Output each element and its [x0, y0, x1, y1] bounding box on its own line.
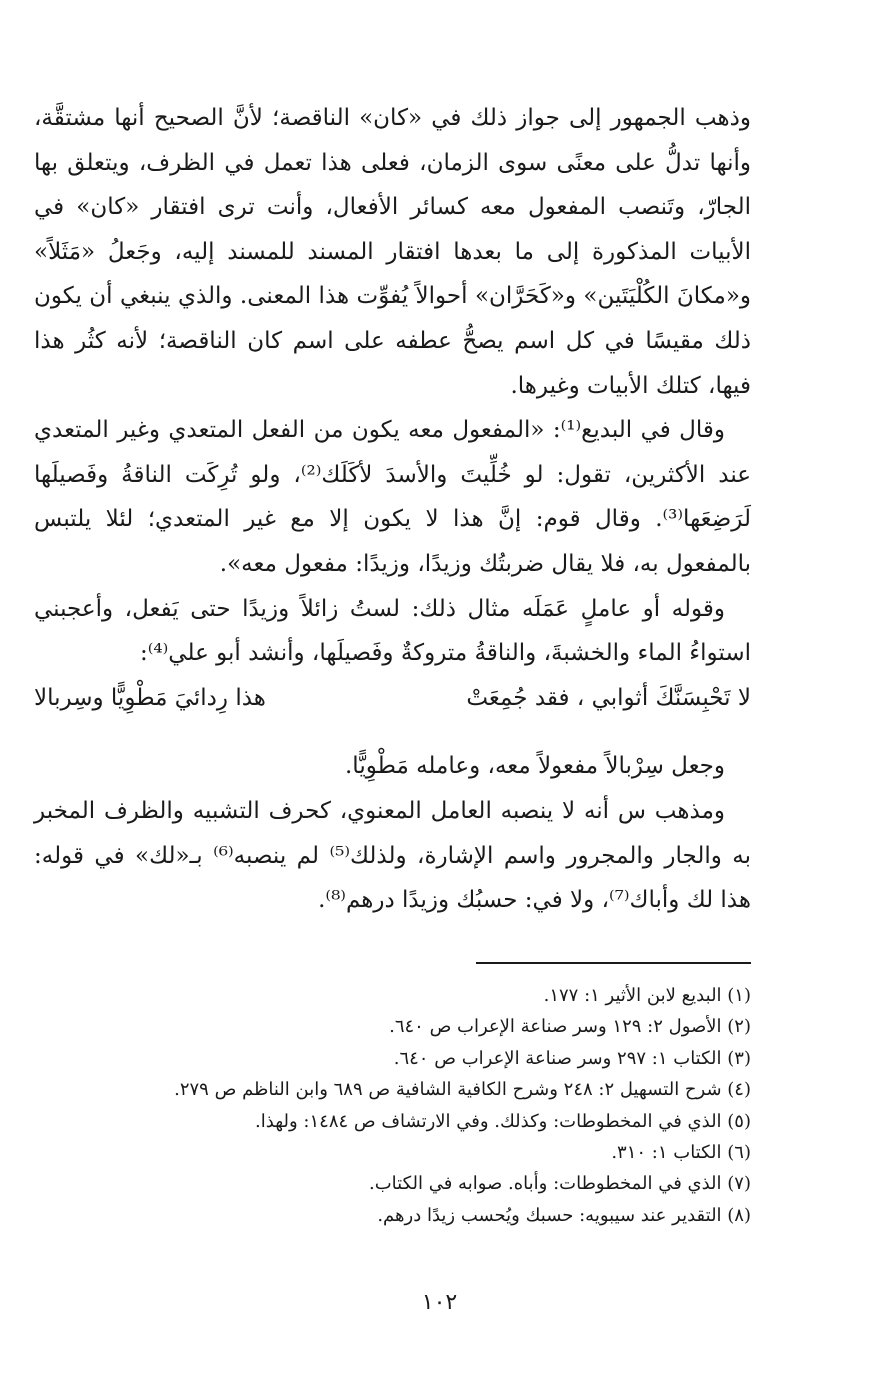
footnote-6: (٦) الكتاب ١: ٣١٠. [611, 1142, 751, 1164]
footnote-4: (٤) شرح التسهيل ٢: ٢٤٨ وشرح الكافية الشافية ص ٦٨٩ وابن الناظم ص ٢٧٩. [174, 1079, 751, 1101]
footnote-3: (٣) الكتاب ١: ٢٩٧ وسر صناعة الإعراب ص ٦٤٠. [393, 1047, 751, 1069]
footnotes [31, 980, 751, 1231]
footnote-1: (١) البديع لابن الأثير ١: ١٧٧. [543, 985, 751, 1006]
paragraph-3: وقوله أو عاملٍ عَمَلَه مثال ذلك: لستُ زائلاً وزيدًا حتى يَفعل، وأعجبني استواءُ الماء والخشبةَ، والناقةُ متروكةٌ وفَصيلَها، وأنشد أبو علي⁽⁴⁾: [34, 595, 751, 667]
poetry-verse [34, 676, 751, 721]
page-number: ١٠٢ [421, 1290, 458, 1315]
paragraph-2: وقال في البديع⁽¹⁾: «المفعول معه يكون من الفعل المتعدي وغير المتعدي عند الأكثرين، تقول: لو خُلِّيتَ والأسدَ لأكَلَك⁽²⁾، ولو تُرِكَت الناقةُ وفَصيلَها لَرَضِعَها⁽³⁾. وقال قوم: إنَّ هذا لا يكون إلا مع غير المتعدي؛ لئلا يلتبس بالمفعول به، فلا يقال ضربتُك وزيدًا، وزيدًا: مفعول معه». [34, 417, 751, 577]
footnote-8: (٨) التقدير عند سيبويه: حسبك ويُحسب زيدًا درهم. [377, 1204, 751, 1226]
footnote-2: (٢) الأصول ٢: ١٢٩ وسر صناعة الإعراب ص ٦٤٠. [389, 1016, 751, 1038]
main-text [34, 96, 751, 923]
verse-second-hemistich: هذا رِدائيَ مَطْوِيًّا وسِربالا [34, 684, 266, 711]
paragraph-1: وذهب الجمهور إلى جواز ذلك في «كان» الناقصة؛ لأنَّ الصحيح أنها مشتقَّة، وأنها تدلُّ على معنًى سوى الزمان، فعلى هذا تعمل في الظرف، ويتعلق بها الجارّ، وتَنصب المفعول معه كسائر الأفعال، وأنت ترى افتقار «كان» في الأبيات المذكورة إلى ما بعدها افتقار المسند للمسند إليه، وجَعلُ «مَثَلاً» و«مكانَ الكُلْيَتَين» و«كَحَرَّان» أحوالاً يُفوِّت هذا المعنى. والذي ينبغي أن يكون ذلك مقيسًا في كل اسم يصحُّ عطفه على اسم كان الناقصة؛ لأنه كثُر هذا فيها، كتلك الأبيات وغيرها. [34, 105, 751, 399]
paragraph-4: وجعل سِرْبالاً مفعولاً معه، وعامله مَطْوِيًّا. [345, 753, 725, 780]
footnote-5: (٥) الذي في المخطوطات: وكذلك. وفي الارتشاف ص ١٤٨٤: ولهذا. [255, 1110, 751, 1132]
footnote-divider [476, 962, 751, 964]
footnote-7: (٧) الذي في المخطوطات: وأباه. صوابه في الكتاب. [368, 1173, 751, 1195]
verse-first-hemistich: لا تَحْبِسَنَّكَ أثوابي ، فقد جُمِعَتْ [466, 684, 751, 711]
paragraph-5: ومذهب س أنه لا ينصبه العامل المعنوي، كحرف التشبيه والظرف المخبر به والجار والمجرور واسم الإشارة، ولذلك⁽⁵⁾ لم ينصبه⁽⁶⁾ بـ«لك» في قوله: هذا لك وأباك⁽⁷⁾، ولا في: حسبُك وزيدًا درهم⁽⁸⁾. [34, 797, 752, 914]
